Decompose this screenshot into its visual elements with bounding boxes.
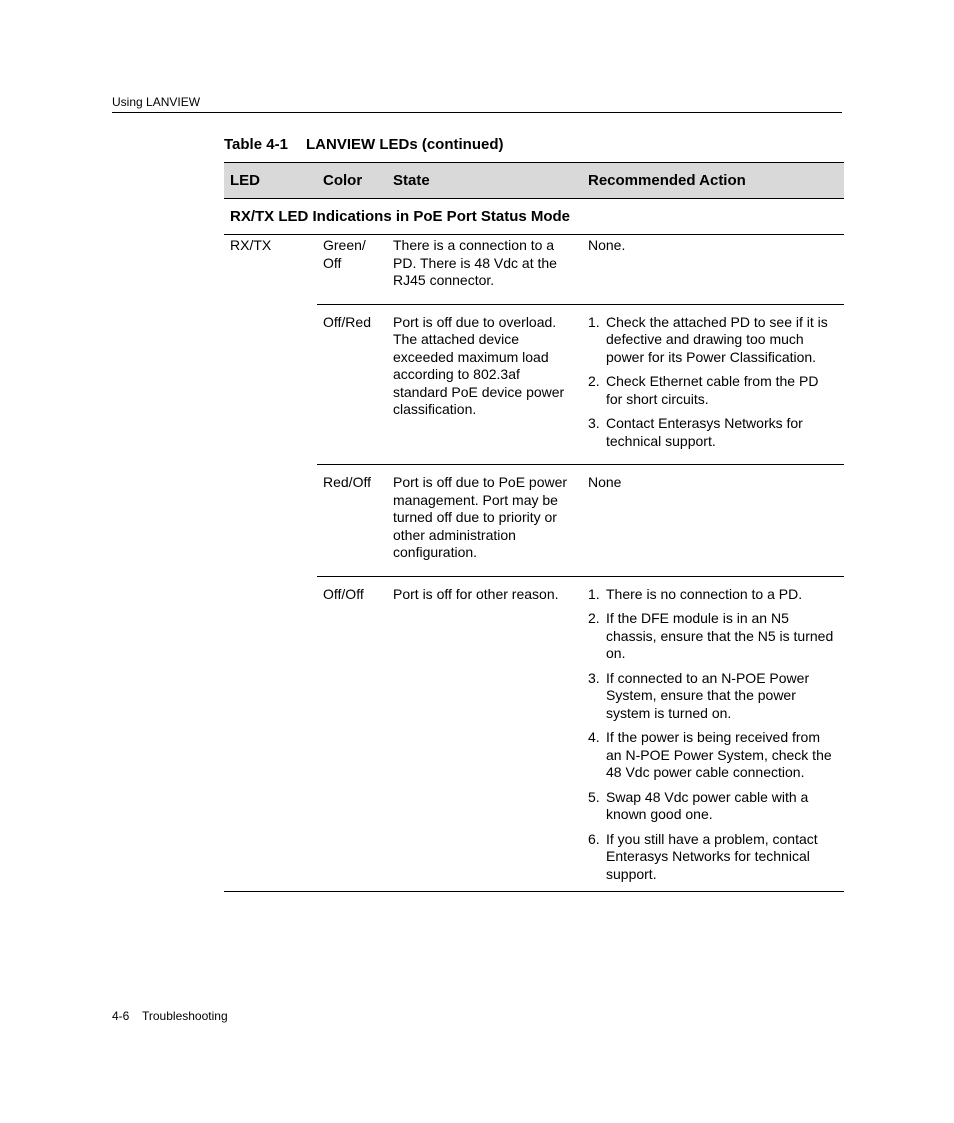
action-text: Check the attached PD to see if it is defective and drawing too much power for its Power Classification. [606, 313, 828, 365]
header-rule [112, 112, 842, 113]
led-table [224, 162, 844, 892]
action-text: Swap 48 Vdc power cable with a known good one. [606, 788, 809, 822]
action-text: Check Ethernet cable from the PD for short circuits. [606, 373, 819, 407]
page-number: 4-6 [112, 1009, 130, 1023]
header-color: Color [317, 163, 387, 199]
action-item [588, 415, 838, 450]
table-row [224, 465, 844, 577]
table-row [224, 576, 844, 892]
action-text: Contact Enterasys Networks for technical support. [606, 415, 803, 449]
header-state: State [387, 163, 582, 199]
color-cell [317, 235, 387, 305]
action-number: 3. [588, 415, 600, 431]
header-led: LED [224, 163, 317, 199]
action-number: 5. [588, 788, 600, 805]
action-item [588, 610, 838, 663]
running-header: Using LANVIEW [112, 95, 201, 109]
action-number: 4. [588, 729, 600, 745]
action-text: If the power is being received from an N-POE Power System, check the 48 Vdc power cable connection. [606, 729, 832, 780]
action-text: There is no connection to a PD. [606, 585, 803, 602]
table-row [224, 235, 844, 305]
state-cell: There is a connection to a PD. There is 48 Vdc at the RJ45 connector. [393, 237, 557, 288]
color-cell: Off/Off [317, 576, 387, 892]
action-text: If the DFE module is in an N5 chassis, ensure that the N5 is turned on. [606, 610, 834, 661]
action-number: 2. [588, 610, 600, 626]
table-header-row [224, 163, 844, 199]
table-row [224, 304, 844, 465]
color-cell: Off/Red [317, 304, 387, 465]
state-cell: Port is off for other reason. [387, 576, 582, 892]
action-number: 1. [588, 585, 600, 602]
table-number: Table 4-1 [224, 136, 288, 153]
action-cell [582, 304, 844, 465]
action-cell [582, 576, 844, 892]
table-caption [224, 136, 504, 153]
action-number: 6. [588, 830, 600, 847]
color-cell: Red/Off [317, 465, 387, 577]
action-item [588, 831, 838, 884]
action-list [588, 314, 838, 451]
header-recommended-action: Recommended Action [582, 163, 844, 199]
action-text: If connected to an N-POE Power System, ensure that the power system is turned on. [606, 669, 810, 721]
action-cell: None. [588, 237, 626, 253]
action-item [588, 373, 838, 408]
action-text: If you still have a problem, contact Enterasys Networks for technical support. [606, 830, 818, 882]
action-number: 1. [588, 313, 600, 330]
state-cell: Port is off due to PoE power management. Port may be turned off due to priority or other administration configuration. [387, 465, 582, 577]
action-list [588, 586, 838, 884]
action-item [588, 729, 838, 782]
action-item [588, 314, 838, 367]
section-row [224, 199, 844, 235]
state-cell: Port is off due to overload. The attached device exceeded maximum load according to 802.3af standard PoE device power classification. [387, 304, 582, 465]
action-item [588, 586, 838, 604]
action-number: 3. [588, 669, 600, 686]
page-footer [112, 1009, 228, 1023]
led-cell: RX/TX [224, 235, 317, 892]
color-text: Green/ Off [323, 237, 366, 271]
section-title: RX/TX LED Indications in PoE Port Status Mode [224, 199, 844, 235]
action-number: 2. [588, 373, 600, 389]
action-item [588, 670, 838, 723]
table-title: LANVIEW LEDs (continued) [306, 136, 504, 153]
action-cell: None [582, 465, 844, 577]
action-item [588, 789, 838, 824]
footer-section: Troubleshooting [142, 1009, 228, 1023]
